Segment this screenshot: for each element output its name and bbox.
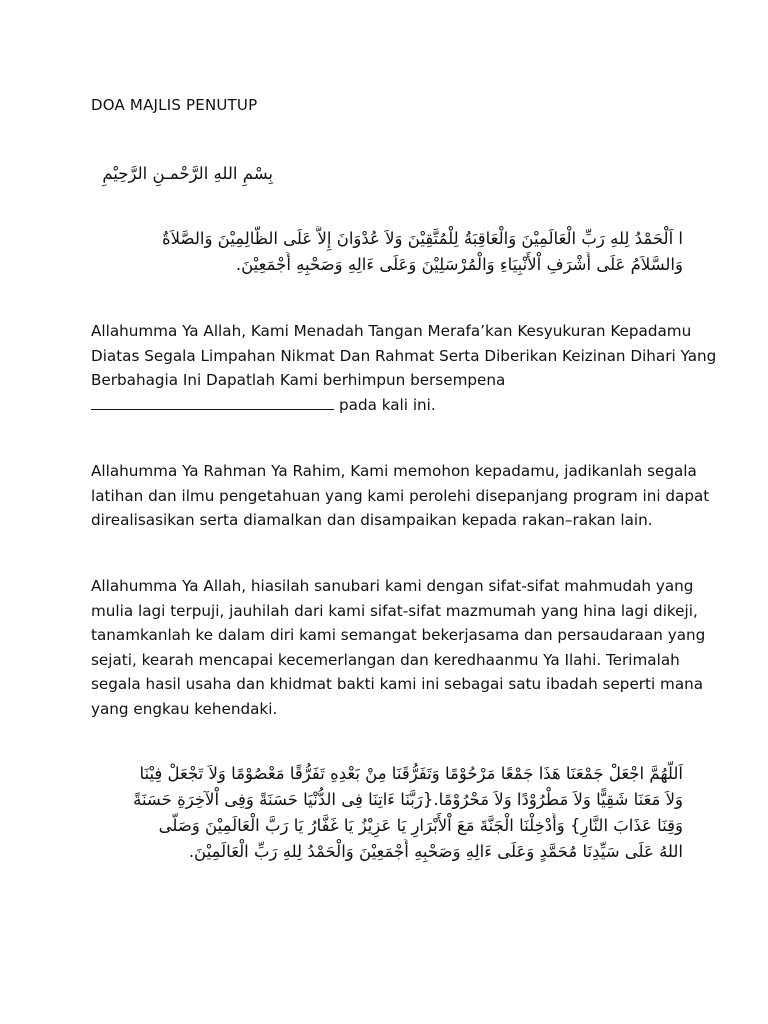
paragraph-line: Allahumma Ya Allah, Kami Menadah Tangan Merafa’kan Kesyukuran Kepadamu [91,322,692,340]
paragraph-line: Diatas Segala Limpahan Nikmat Dan Rahmat Serta Diberikan Keizinan Dihari Yang [91,346,717,365]
paragraph-request [91,459,710,533]
paragraph-line: sejati, kearah mencapai kecemerlangan dan keredhaanmu Ya Ilahi. Terimalah [91,650,680,669]
closing-arabic-line: وَلاَ مَعَنَا شَقِيًّا وَلاَ مَطْرُوْدًا وَلاَ مَحْرُوْمًا.{رَبَّنَا ءَاتِنَا فِى الدُّنْيَا حَسَنَةً وَفِى اْلآخِرَةِ حَسَنَةً [133,790,683,809]
paragraph-line: latihan dan ilmu pengetahuan yang kami perolehi disepanjang program ini dapat [91,486,710,505]
closing-arabic-line: اللهُ عَلَى سَيِّدِنَا مُحَمَّدٍ وَعَلَى ءَالِهِ وَصَحْبِهِ أَجْمَعِيْنَ وَالْحَمْدُ لِلهِ رَبِّ الْعَالَمِيْنَ. [188,842,683,861]
paragraph-line: Allahumma Ya Rahman Ya Rahim, Kami memohon kepadamu, jadikanlah segala [91,462,697,480]
paragraph-line: Berbahagia Ini Dapatlah Kami berhimpun bersempena [91,371,506,389]
paragraph-gratitude [91,319,717,417]
closing-arabic-line: وَقِنَا عَذَابَ النَّارِ} وَأَدْخِلْنَا الْجَنَّةَ مَعَ اْلأَبْرَارِ يَا عَزِيْزُ يَا غَفَّارُ يَا رَبَّ الْعَالَمِيْنَ وَصَلَّى [158,816,683,835]
paragraph-virtue [91,574,706,721]
paragraph-line: Allahumma Ya Allah, hiasilah sanubari kami dengan sifat-sifat mahmudah yang [91,577,694,595]
paragraph-line: direalisasikan serta diamalkan dan disampaikan kepada rakan–rakan lain. [91,511,653,529]
blank-suffix-text: pada kali ini. [339,395,436,414]
document-title: DOA MAJLIS PENUTUP [91,96,258,114]
paragraph-line: mulia lagi terpuji, jauhilah dari kami sifat-sifat mazmumah yang hina lagi dikeji, [91,601,698,620]
paragraph-line: yang engkau kehendaki. [91,699,278,718]
paragraph-line: tanamkanlah ke dalam diri kami semangat bekerjasama dan persaudaraan yang [91,626,706,644]
bismillah-text: بِسْمِ اللهِ الرَّحْمـنِ الرَّحِيْمِ [102,164,273,183]
opening-arabic-line: ا اَلْحَمْدُ لِلهِ رَبِّ الْعَالَمِيْنَ وَالْعَاقِبَةُ لِلْمُتَّقِيْنَ وَلاَ عُدْوَانَ إِلاَّ عَلَى الظَّالِمِيْنَ وَالصَّلاَةُ [162,229,683,248]
closing-arabic-line: اَللَّهُمَّ اجْعَلْ جَمْعَنَا هَذَا جَمْعًا مَرْحُوْمًا وَتَفَرُّقَنَا مِنْ بَعْدِهِ تَفَرُّقًا مَعْصُوْمًا وَلاَ تَجْعَلْ فِيْنَا [139,764,683,783]
paragraph-line: segala hasil usaha dan khidmat bakti kami ini sebagai satu ibadah seperti mana [91,675,704,693]
paragraph-line-with-blank [91,393,681,418]
opening-arabic-prayer [91,226,683,278]
closing-arabic-prayer [91,761,683,865]
opening-arabic-line: وَالسَّلاَمُ عَلَى أَشْرَفِ اْلأَنْبِيَاءِ وَالْمُرْسَلِيْنَ وَعَلَى ءَالِهِ وَصَحْبِهِ أَجْمَعِيْنَ. [235,255,683,274]
fill-in-blank [91,395,334,410]
